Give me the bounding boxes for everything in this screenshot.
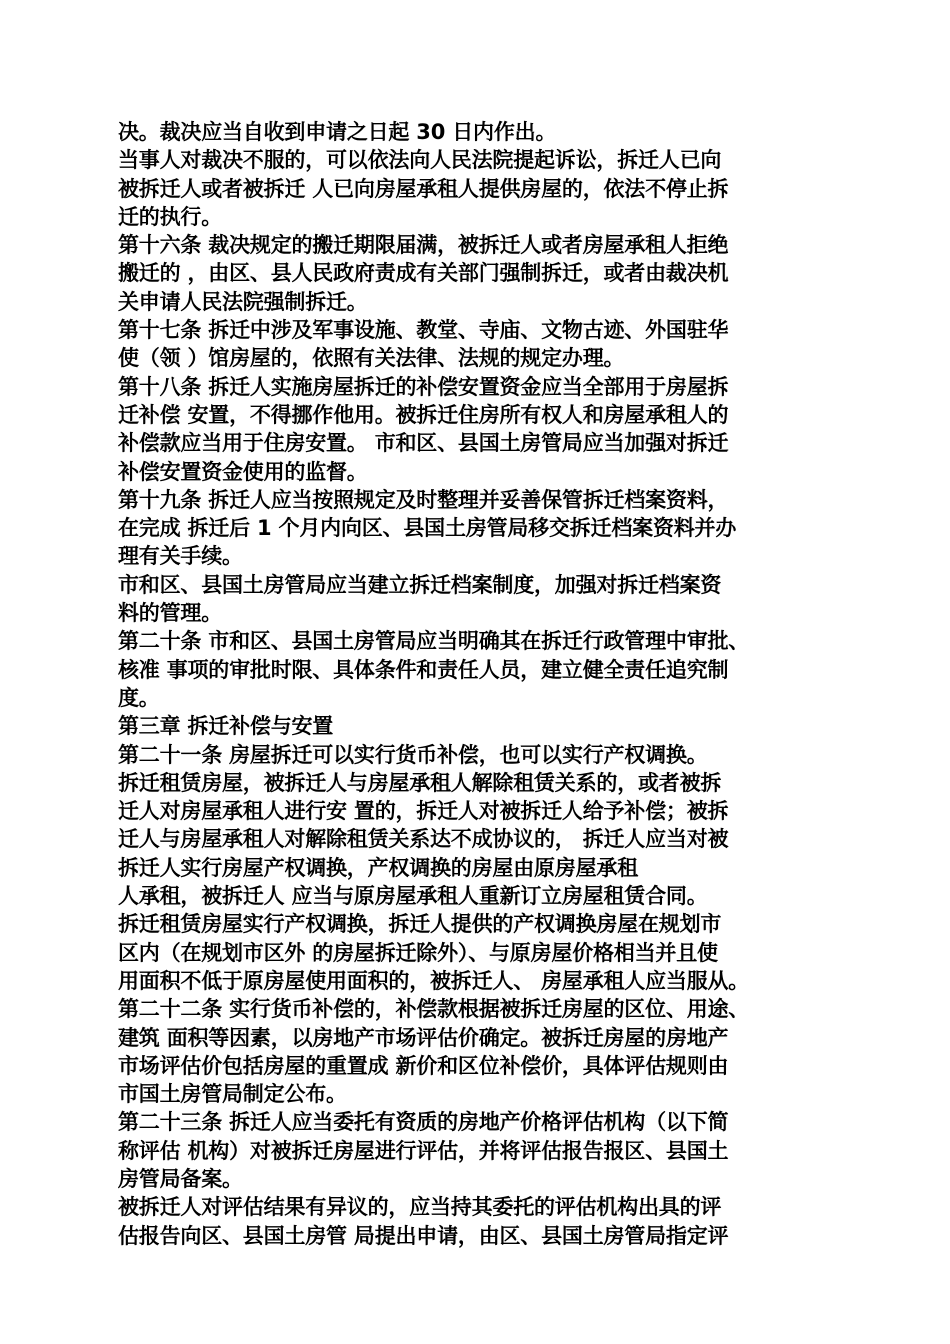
text-line: 第二十三条 拆迁人应当委托有资质的房地产价格评估机构（以下简 — [118, 1110, 729, 1135]
text-line: 第十九条 拆迁人应当按照规定及时整理并妥善保管拆迁档案资料， — [118, 487, 729, 512]
chapter-heading: 第三章 拆迁补偿与安置 — [118, 714, 334, 739]
text-line: 决。裁决应当自收到申请之日起 30 日内作出。 — [118, 120, 557, 144]
text-line: 关申请人民法院强制拆迁。 — [118, 289, 368, 314]
text-line: 迁人与房屋承租人对解除租赁关系达不成协议的， 拆迁人应当对被 — [118, 827, 729, 852]
text-line: 迁补偿 安置，不得挪作他用。被拆迁住房所有权人和房屋承租人的 — [118, 402, 729, 427]
text-line: 人承租，被拆迁人 应当与原房屋承租人重新订立房屋租赁合同。 — [118, 884, 708, 909]
text-line: 市场评估价包括房屋的重置成 新价和区位补偿价，具体评估规则由 — [118, 1053, 729, 1078]
text-line: 当事人对裁决不服的，可以依法向人民法院提起诉讼，拆迁人已向 — [118, 148, 722, 173]
text-line: 迁人对房屋承租人进行安 置的，拆迁人对被拆迁人给予补偿；被拆 — [118, 799, 729, 824]
text-line: 第十六条 裁决规定的搬迁期限届满，被拆迁人或者房屋承租人拒绝 — [118, 233, 729, 258]
document-page — [118, 118, 848, 1250]
text-line: 补偿安置资金使用的监督。 — [118, 459, 368, 484]
text-line: 房管局备案。 — [118, 1166, 243, 1191]
text-line: 第十八条 拆迁人实施房屋拆迁的补偿安置资金应当全部用于房屋拆 — [118, 374, 729, 399]
text-line: 拆迁人实行房屋产权调换，产权调换的房屋由原房屋承租 — [118, 855, 638, 880]
text-line: 估报告向区、县国土房管 局提出申请，由区、县国土房管局指定评 — [118, 1223, 729, 1248]
text-line: 市和区、县国土房管局应当建立拆迁档案制度，加强对拆迁档案资 — [118, 572, 722, 597]
text-line: 迁的执行。 — [118, 204, 222, 229]
text-line: 第二十条 市和区、县国土房管局应当明确其在拆迁行政管理中审批、 — [118, 629, 750, 654]
text-line: 建筑 面积等因素，以房地产市场评估价确定。被拆迁房屋的房地产 — [118, 1025, 729, 1050]
text-line: 度。 — [118, 685, 160, 710]
text-line: 被拆迁人对评估结果有异议的，应当持其委托的评估机构出具的评 — [118, 1195, 722, 1220]
text-line: 称评估 机构）对被拆迁房屋进行评估，并将评估报告报区、县国土 — [118, 1138, 729, 1163]
text-line: 料的管理。 — [118, 601, 222, 626]
text-line: 第二十二条 实行货币补偿的，补偿款根据被拆迁房屋的区位、用途、 — [118, 997, 750, 1022]
text-line: 搬迁的 ，由区、县人民政府责成有关部门强制拆迁，或者由裁决机 — [118, 261, 729, 286]
text-line: 核准 事项的审批时限、具体条件和责任人员，建立健全责任追究制 — [118, 657, 729, 682]
text-line: 在完成 拆迁后 1 个月内向区、县国土房管局移交拆迁档案资料并办 — [118, 516, 737, 541]
text-line: 使（领 ）馆房屋的，依照有关法律、法规的规定办理。 — [118, 346, 625, 371]
text-line: 用面积不低于原房屋使用面积的，被拆迁人、 房屋承租人应当服从。 — [118, 968, 750, 993]
text-line: 市国土房管局制定公布。 — [118, 1082, 347, 1107]
text-line: 区内（在规划市区外 的房屋拆迁除外）、与原房屋价格相当并且使 — [118, 940, 718, 965]
text-line: 拆迁租赁房屋实行产权调换，拆迁人提供的产权调换房屋在规划市 — [118, 912, 722, 937]
text-line: 拆迁租赁房屋，被拆迁人与房屋承租人解除租赁关系的，或者被拆 — [118, 770, 722, 795]
text-line: 补偿款应当用于住房安置。 市和区、县国土房管局应当加强对拆迁 — [118, 431, 729, 456]
text-line: 第十七条 拆迁中涉及军事设施、教堂、寺庙、文物古迹、外国驻华 — [118, 318, 729, 343]
text-line: 被拆迁人或者被拆迁 人已向房屋承租人提供房屋的，依法不停止拆 — [118, 176, 729, 201]
text-line: 理有关手续。 — [118, 544, 243, 569]
text-line: 第二十一条 房屋拆迁可以实行货币补偿，也可以实行产权调换。 — [118, 742, 708, 767]
